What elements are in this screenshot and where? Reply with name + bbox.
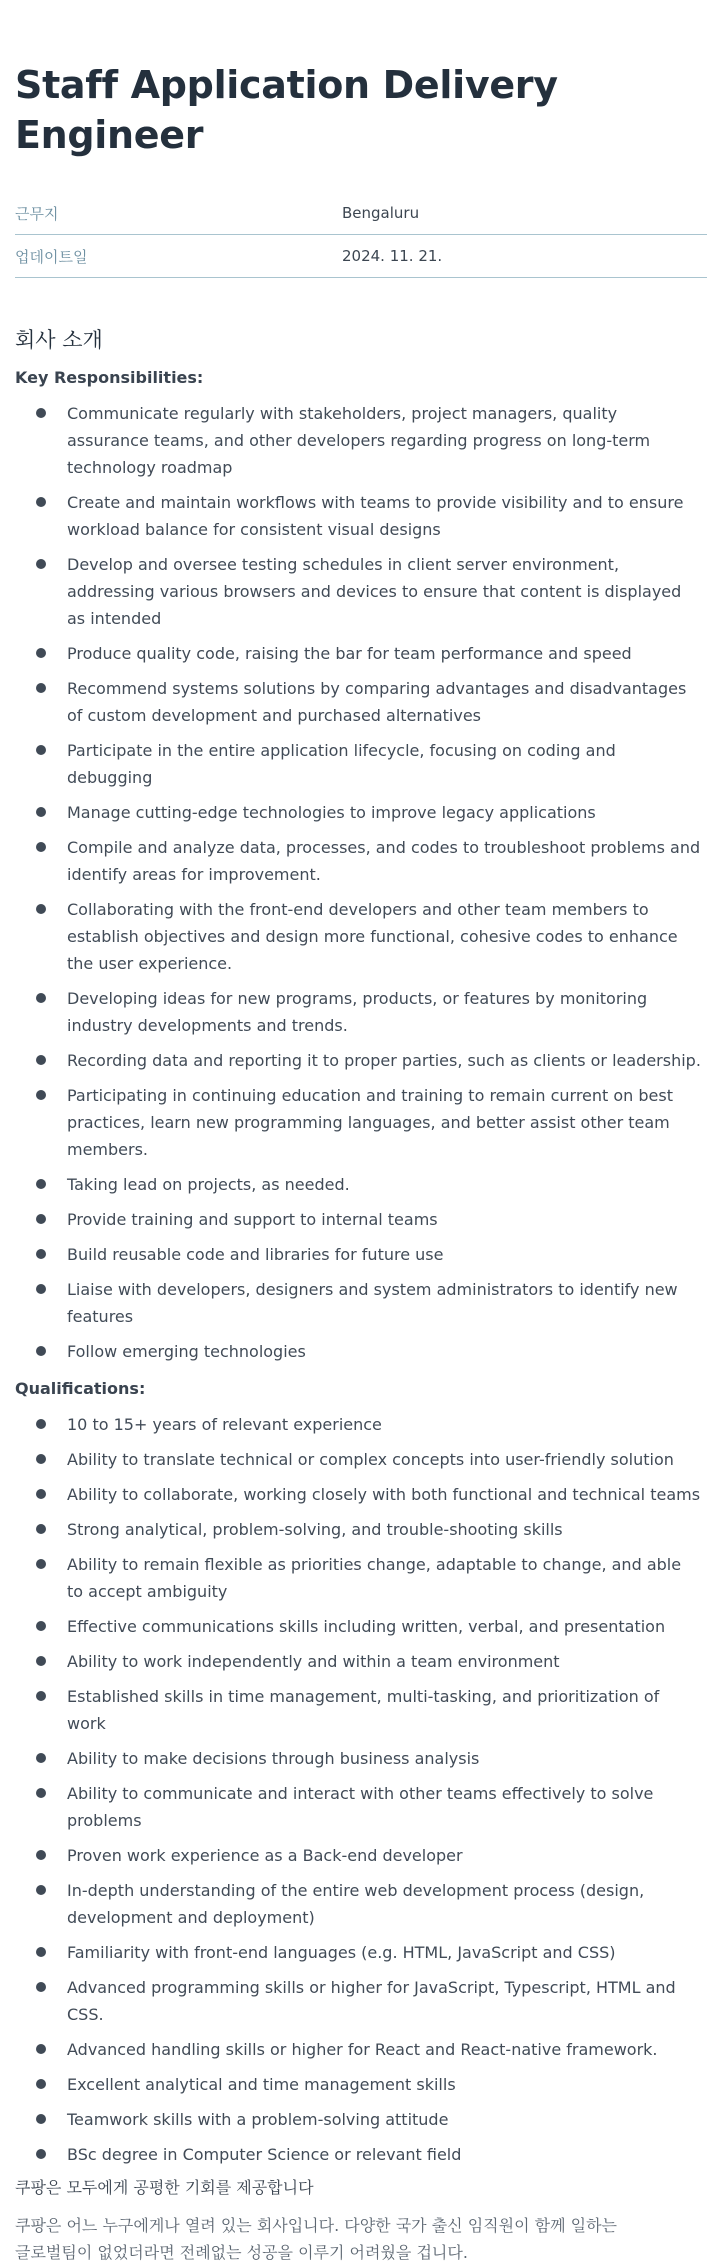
qualification-item: [15, 1481, 705, 1508]
location-label: 근무지: [15, 204, 59, 223]
qualification-item-text: Ability to make decisions through business analysis: [67, 1749, 480, 1768]
responsibility-item: [15, 737, 705, 791]
info-row-updated: [15, 235, 707, 278]
responsibility-item-text: Collaborating with the front-end developers and other team members to establish objectives and design more functional, cohesive codes to enhance the user experience.: [67, 900, 678, 973]
qualification-item: [15, 1842, 705, 1869]
bullet-icon: [36, 1621, 46, 1631]
responsibility-item: [15, 799, 705, 826]
responsibility-item-text: Participating in continuing education and training to remain current on best practices, learn new programming languages, and better assist other team members.: [67, 1086, 674, 1159]
responsibilities-list: [15, 400, 705, 1365]
bullet-icon: [36, 1753, 46, 1763]
bullet-icon: [36, 1179, 46, 1189]
bullet-icon: [36, 1885, 46, 1895]
bullet-icon: [36, 1656, 46, 1666]
job-title: Staff Application Delivery Engineer: [15, 63, 558, 157]
bullet-icon: [36, 2114, 46, 2124]
bullet-icon: [36, 1788, 46, 1798]
bullet-icon: [36, 993, 46, 1003]
qualification-item-text: Familiarity with front-end languages (e.g. HTML, JavaScript and CSS): [67, 1943, 616, 1962]
responsibility-item-text: Recording data and reporting it to proper parties, such as clients or leadership.: [67, 1051, 701, 1070]
bullet-icon: [36, 1346, 46, 1356]
qualification-item: [15, 1780, 705, 1834]
qualification-item-text: Ability to collaborate, working closely with both functional and technical teams: [67, 1485, 701, 1504]
qualification-item-text: Ability to work independently and within a team environment: [67, 1652, 560, 1671]
responsibility-item-text: Provide training and support to internal teams: [67, 1210, 438, 1229]
responsibility-item: [15, 640, 705, 667]
qualification-item: [15, 2141, 705, 2168]
responsibility-item-text: Manage cutting-edge technologies to improve legacy applications: [67, 803, 596, 822]
equal-opportunity-title: 쿠팡은 모두에게 공평한 기회를 제공합니다: [15, 2178, 314, 2197]
responsibility-item-text: Compile and analyze data, processes, and codes to troubleshoot problems and identify areas for improvement.: [67, 838, 701, 884]
responsibility-item: [15, 985, 705, 1039]
bullet-icon: [36, 408, 46, 418]
responsibility-item: [15, 1241, 705, 1268]
bullet-icon: [36, 683, 46, 693]
qualification-item-text: Advanced programming skills or higher for JavaScript, Typescript, HTML and CSS.: [67, 1978, 676, 2024]
responsibility-item: [15, 551, 705, 632]
qualification-item-text: Strong analytical, problem-solving, and trouble-shooting skills: [67, 1520, 563, 1539]
qualification-item: [15, 1411, 705, 1438]
responsibility-item-text: Communicate regularly with stakeholders, project managers, quality assurance teams, and other developers regarding progress on long-term technology roadmap: [67, 404, 651, 477]
qualification-item: [15, 1516, 705, 1543]
qualification-item: [15, 1683, 705, 1737]
bullet-icon: [36, 1489, 46, 1499]
qualification-item: [15, 1877, 705, 1931]
equal-opportunity-text: 쿠팡은 어느 누구에게나 열려 있는 회사입니다. 다양한 국가 출신 임직원이 함께 일하는 글로벌팀이 없었더라면 전례없는 성공을 이루기 어려웠을 겁니다.: [15, 2216, 617, 2262]
bullet-icon: [36, 807, 46, 817]
job-info-table: [15, 192, 707, 278]
responsibility-item: [15, 896, 705, 977]
bullet-icon: [36, 497, 46, 507]
updated-label: 업데이트일: [15, 247, 88, 266]
bullet-icon: [36, 2044, 46, 2054]
qualification-item: [15, 1446, 705, 1473]
bullet-icon: [36, 2149, 46, 2159]
responsibility-item: [15, 1047, 705, 1074]
qualification-item-text: Proven work experience as a Back-end developer: [67, 1846, 463, 1865]
responsibilities-heading: Key Responsibilities:: [15, 368, 204, 387]
responsibility-item: [15, 675, 705, 729]
qualification-item: [15, 2036, 705, 2063]
qualification-item-text: Effective communications skills including written, verbal, and presentation: [67, 1617, 666, 1636]
bullet-icon: [36, 1982, 46, 1992]
responsibility-item: [15, 1276, 705, 1330]
responsibility-item-text: Participate in the entire application lifecycle, focusing on coding and debugging: [67, 741, 616, 787]
bullet-icon: [36, 842, 46, 852]
bullet-icon: [36, 1214, 46, 1224]
responsibility-item-text: Follow emerging technologies: [67, 1342, 306, 1361]
responsibility-item: [15, 400, 705, 481]
responsibility-item: [15, 1171, 705, 1198]
responsibility-item: [15, 489, 705, 543]
responsibility-item: [15, 1338, 705, 1365]
bullet-icon: [36, 1454, 46, 1464]
bullet-icon: [36, 1524, 46, 1534]
responsibility-item: [15, 834, 705, 888]
qualification-item-text: Advanced handling skills or higher for React and React-native framework.: [67, 2040, 658, 2059]
responsibility-item-text: Developing ideas for new programs, products, or features by monitoring industry developments and trends.: [67, 989, 648, 1035]
bullet-icon: [36, 1284, 46, 1294]
responsibility-item-text: Create and maintain workflows with teams to provide visibility and to ensure workload balance for consistent visual designs: [67, 493, 684, 539]
qualifications-list: [15, 1411, 705, 2168]
qualification-item-text: 10 to 15+ years of relevant experience: [67, 1415, 382, 1434]
bullet-icon: [36, 1055, 46, 1065]
qualification-item-text: BSc degree in Computer Science or relevant field: [67, 2145, 462, 2164]
qualification-item-text: Ability to communicate and interact with other teams effectively to solve problems: [67, 1784, 654, 1830]
qualification-item: [15, 1648, 705, 1675]
bullet-icon: [36, 559, 46, 569]
qualifications-heading: Qualifications:: [15, 1379, 146, 1398]
bullet-icon: [36, 1850, 46, 1860]
responsibility-item-text: Develop and oversee testing schedules in client server environment, addressing various browsers and devices to ensure that content is displayed as intended: [67, 555, 682, 628]
qualification-item-text: In-depth understanding of the entire web development process (design, development and deployment): [67, 1881, 645, 1927]
qualification-item-text: Ability to translate technical or complex concepts into user-friendly solution: [67, 1450, 674, 1469]
bullet-icon: [36, 1419, 46, 1429]
bullet-icon: [36, 1090, 46, 1100]
responsibility-item-text: Produce quality code, raising the bar for team performance and speed: [67, 644, 632, 663]
qualification-item: [15, 1974, 705, 2028]
bullet-icon: [36, 1559, 46, 1569]
qualification-item: [15, 2106, 705, 2133]
bullet-icon: [36, 2079, 46, 2089]
responsibility-item-text: Liaise with developers, designers and system administrators to identify new features: [67, 1280, 678, 1326]
qualification-item-text: Established skills in time management, multi-tasking, and prioritization of work: [67, 1687, 660, 1733]
bullet-icon: [36, 648, 46, 658]
bullet-icon: [36, 904, 46, 914]
qualification-item: [15, 2071, 705, 2098]
qualification-item-text: Teamwork skills with a problem-solving attitude: [67, 2110, 449, 2129]
responsibility-item-text: Build reusable code and libraries for future use: [67, 1245, 444, 1264]
responsibility-item: [15, 1082, 705, 1163]
location-value: Bengaluru: [342, 204, 420, 222]
qualification-item: [15, 1745, 705, 1772]
bullet-icon: [36, 1947, 46, 1957]
responsibility-item-text: Recommend systems solutions by comparing advantages and disadvantages of custom development and purchased alternatives: [67, 679, 687, 725]
info-row-location: [15, 192, 707, 235]
bullet-icon: [36, 1691, 46, 1701]
qualification-item: [15, 1939, 705, 1966]
bullet-icon: [36, 745, 46, 755]
qualification-item-text: Ability to remain flexible as priorities change, adaptable to change, and able to accept ambiguity: [67, 1555, 682, 1601]
qualification-item-text: Excellent analytical and time management skills: [67, 2075, 456, 2094]
qualification-item: [15, 1613, 705, 1640]
bullet-icon: [36, 1249, 46, 1259]
company-intro-heading: 회사 소개: [15, 328, 103, 352]
qualification-item: [15, 1551, 705, 1605]
responsibility-item: [15, 1206, 705, 1233]
updated-value: 2024. 11. 21.: [342, 247, 443, 265]
responsibility-item-text: Taking lead on projects, as needed.: [67, 1175, 350, 1194]
